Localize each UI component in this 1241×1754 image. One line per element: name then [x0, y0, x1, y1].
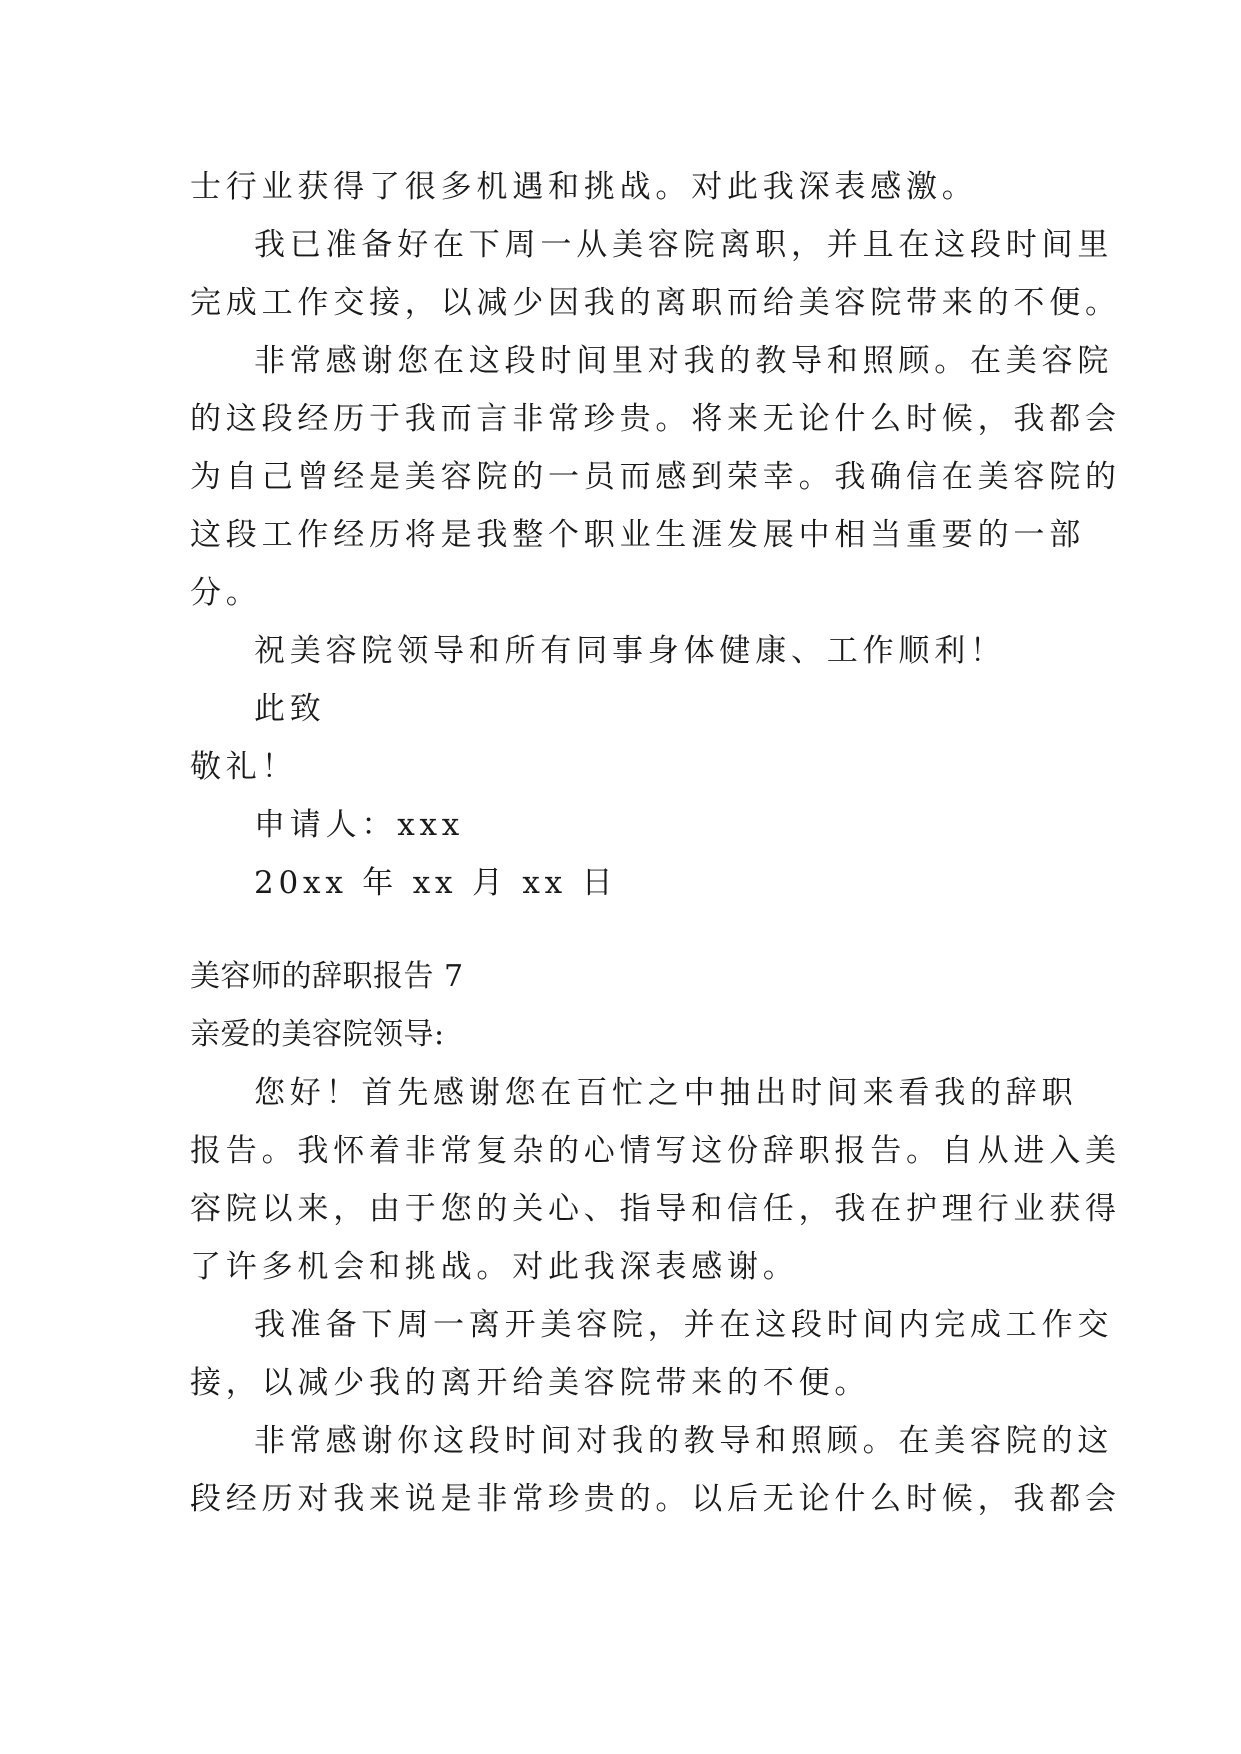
text-line: 您好！首先感谢您在百忙之中抽出时间来看我的辞职: [254, 1075, 1078, 1111]
letter-date: 20xx 年 xx 月 xx 日: [254, 865, 618, 901]
closing-line: 此致: [254, 691, 326, 727]
text-line: 的这段经历于我而言非常珍贵。将来无论什么时候，我都会: [190, 401, 1121, 437]
paragraph-thanks: [190, 332, 1121, 622]
paragraph-continued: [190, 158, 1070, 216]
paragraph-greeting: [190, 1064, 1121, 1296]
text-line: 分。: [190, 575, 262, 611]
closing-salute: 敬礼！: [190, 749, 298, 785]
paragraph-gratitude: [190, 1412, 1121, 1528]
text-line: 容院以来，由于您的关心、指导和信任，我在护理行业获得: [190, 1191, 1121, 1227]
text-line: 了许多机会和挑战。对此我深表感谢。: [190, 1249, 799, 1285]
text-line: 我准备下周一离开美容院，并在这段时间内完成工作交: [254, 1307, 1114, 1343]
text-line: 接，以减少我的离开给美容院带来的不便。: [190, 1365, 871, 1401]
text-line: 士行业获得了很多机遇和挑战。对此我深表感激。: [190, 169, 978, 205]
text-line: 为自己曾经是美容院的一员而感到荣幸。我确信在美容院的: [190, 459, 1121, 495]
paragraph-handover: [190, 1296, 1114, 1412]
text-line: 完成工作交接，以减少因我的离职而给美容院带来的不便。: [190, 285, 1121, 321]
text-line: 我已准备好在下周一从美容院离职，并且在这段时间里: [254, 227, 1114, 263]
document-page: [190, 158, 1121, 1528]
paragraph-resignation-date: [190, 216, 1121, 332]
text-line: 非常感谢您在这段时间里对我的教导和照顾。在美容院: [254, 343, 1114, 379]
salutation: 亲爱的美容院领导:: [190, 1017, 445, 1052]
applicant-signature: 申请人：xxx: [254, 807, 465, 843]
section-title: 美容师的辞职报告 7: [190, 959, 464, 994]
text-line: 这段工作经历将是我整个职业生涯发展中相当重要的一部: [190, 517, 1085, 553]
text-line: 报告。我怀着非常复杂的心情写这份辞职报告。自从进入美: [190, 1133, 1121, 1169]
text-line: 非常感谢你这段时间对我的教导和照顾。在美容院的这: [254, 1423, 1114, 1459]
section-gap: [190, 912, 1070, 948]
text-line: 段经历对我来说是非常珍贵的。以后无论什么时候，我都会: [190, 1481, 1121, 1517]
wish-line: 祝美容院领导和所有同事身体健康、工作顺利！: [254, 633, 1006, 669]
